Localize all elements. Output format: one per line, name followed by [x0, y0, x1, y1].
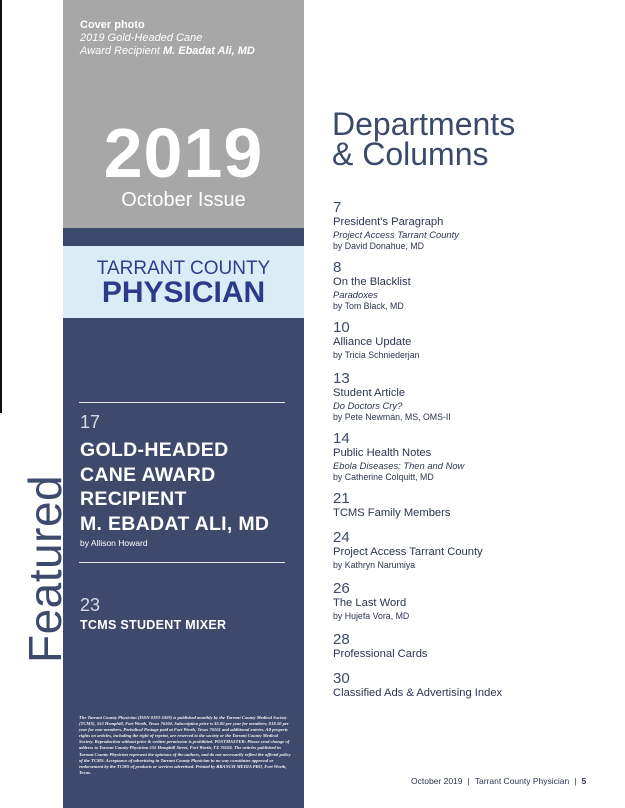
cover-caption-line2-prefix: Award Recipient [80, 45, 163, 57]
toc-page-number: 10 [333, 319, 350, 336]
page-edge-line [0, 0, 2, 413]
featured-title-line: RECIPIENT [80, 488, 187, 510]
footer-separator: | [574, 776, 577, 786]
masthead-title: PHYSICIAN [101, 276, 266, 309]
departments-heading [332, 106, 516, 172]
featured-middle-rule [79, 562, 285, 563]
featured-item-page: 17 [80, 412, 101, 432]
featured-top-rule [79, 402, 285, 403]
featured-item-title: TCMS STUDENT MIXER [80, 618, 227, 632]
toc-byline: by Tricia Schniederjan [333, 350, 420, 360]
toc-entry[interactable] [333, 490, 613, 520]
page-footer [411, 776, 586, 786]
toc-title: President's Paragraph [333, 216, 444, 228]
toc-page-number: 24 [333, 529, 350, 546]
cover-issue-panel [63, 0, 304, 228]
issue-month: October Issue [121, 189, 246, 211]
featured-panel [63, 318, 304, 808]
toc-byline: by Pete Newman, MS, OMS-II [333, 412, 451, 422]
toc-byline: by Kathryn Narumiya [333, 560, 416, 570]
toc-entry[interactable] [333, 370, 613, 423]
toc-entry[interactable] [333, 430, 613, 483]
toc-entry[interactable] [333, 319, 613, 361]
toc-entry[interactable] [333, 259, 613, 312]
toc-entry[interactable] [333, 631, 613, 661]
divider-band [63, 228, 304, 246]
toc-title: Professional Cards [333, 648, 428, 660]
toc-title: The Last Word [333, 597, 407, 609]
footer-publication: Tarrant County Physician [474, 776, 570, 786]
cover-caption-line1: 2019 Gold-Headed Cane [80, 32, 203, 44]
toc-page-number: 26 [333, 580, 350, 597]
featured-vertical-label: Featured [19, 474, 71, 663]
toc-title: Classified Ads & Advertising Index [333, 687, 503, 699]
footer-page-number: 5 [581, 776, 587, 786]
toc-title: Public Health Notes [333, 447, 432, 459]
masthead-top: TARRANT COUNTY [96, 258, 271, 279]
toc-entry[interactable] [333, 670, 613, 700]
publication-legal-notice: The Tarrant County Physician (ISSN 0193-3459) is published monthly by the Tarrant County Medical Society (TCMS), 555 Hemphill, Fort Worth, Texas 76104. Subscription price is $5.00 per year for members; $18.50 per year for non-members. Periodical Postage paid at Fort Worth, Texas 76161 and additional entries. All property rights on articles, including the right of reprint, are reserved to the society or the Tarrant County Medical Society. Reproduction without prior & written permission is prohibited. POSTMASTER: Please send change of address to Tarrant County Physician 555 Hemphill Street, Fort Worth, TX 76104. The articles published in Tarrant County Physician represent the opinions of the authors, and do not necessarily reflect the official policy of the TCMS. Acceptance of advertising in Tarrant County Physician in no way constitutes approval or endorsement by the TCMS of products or services advertised. Printed by BRANCH MEDIA PRO, Fort Worth, Texas. [79, 715, 291, 775]
toc-page-number: 21 [333, 490, 350, 507]
cover-caption-name: M. Ebadat Ali, MD [162, 45, 255, 57]
toc-title: TCMS Family Members [333, 507, 451, 519]
toc-title: Alliance Update [333, 336, 412, 348]
toc-byline: by Hujefa Vora, MD [333, 611, 410, 621]
featured-title-line: CANE AWARD [80, 463, 216, 486]
featured-item-title [80, 438, 300, 536]
footer-separator: | [467, 776, 470, 786]
masthead [63, 246, 304, 318]
issue-year: 2019 [103, 114, 264, 192]
departments-heading-line1: Departments [332, 106, 516, 142]
toc-page-number: 7 [333, 199, 342, 216]
toc-title: On the Blacklist [333, 276, 411, 288]
toc-title: Project Access Tarrant County [333, 546, 483, 558]
toc-page-number: 13 [333, 370, 350, 387]
toc-subtitle: Project Access Tarrant County [333, 229, 459, 240]
toc-title: Student Article [333, 387, 406, 399]
toc-subtitle: Do Doctors Cry? [333, 400, 403, 411]
toc-entry[interactable] [333, 529, 613, 571]
featured-title-line: M. EBADAT ALI, MD [80, 512, 270, 535]
cover-photo-caption [80, 32, 255, 58]
featured-item-page: 23 [80, 595, 101, 615]
toc-entry[interactable] [333, 199, 613, 252]
cover-photo-label: Cover photo [80, 19, 145, 31]
departments-heading-line2: & Columns [332, 136, 489, 172]
toc-byline: by Tom Black, MD [333, 301, 404, 311]
departments-list [333, 199, 613, 700]
featured-title-line: GOLD-HEADED [80, 439, 229, 461]
toc-page-number: 28 [333, 631, 350, 648]
footer-issue: October 2019 [411, 776, 463, 786]
toc-page-number: 14 [333, 430, 350, 447]
toc-byline: by Catherine Colquitt, MD [333, 472, 434, 482]
toc-byline: by David Donahue, MD [333, 241, 424, 251]
featured-item-byline: by Allison Howard [80, 538, 148, 548]
toc-subtitle: Paradoxes [333, 289, 378, 300]
toc-subtitle: Ebola Diseases: Then and Now [333, 460, 465, 471]
toc-page-number: 8 [333, 259, 342, 276]
toc-entry[interactable] [333, 580, 613, 622]
toc-page-number: 30 [333, 670, 350, 687]
